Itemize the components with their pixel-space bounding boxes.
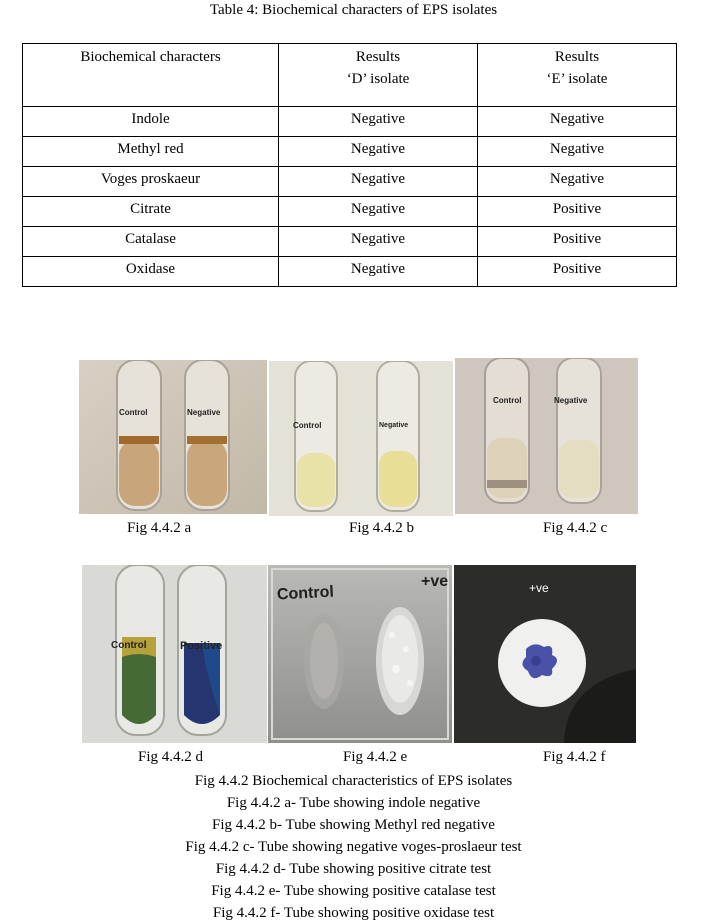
table-title: Table 4: Biochemical characters of EPS isolates: [209, 2, 498, 18]
label-negative: Negative: [554, 396, 588, 405]
label-control: Control: [111, 640, 147, 651]
caption-line: Fig 4.4.2 d- Tube showing positive citrate test: [215, 861, 492, 877]
fig-caption-b: Fig 4.4.2 b: [349, 520, 415, 536]
label-positive: Positive: [180, 640, 223, 652]
label-negative: Negative: [187, 408, 221, 417]
methyl-red-tubes-image: [269, 361, 453, 516]
caption-line: Fig 4.4.2 a- Tube showing indole negative: [226, 795, 481, 811]
caption-line: Fig 4.4.2 e- Tube showing positive catalase test: [211, 883, 496, 899]
cell-d-result: Negative: [279, 227, 478, 257]
label-positive: +ve: [421, 573, 449, 590]
cell-d-result: Negative: [279, 107, 478, 137]
caption-line: Fig 4.4.2 b- Tube showing Methyl red negative: [212, 817, 495, 833]
caption-line: Fig 4.4.2 f- Tube showing positive oxidase test: [212, 905, 495, 921]
photo-oxidase-disc: [454, 565, 636, 743]
table-row: [23, 227, 677, 257]
label-control: Control: [119, 408, 148, 417]
indole-tubes-image: [79, 360, 267, 514]
main-caption: Fig 4.4.2 Biochemical characteristics of EPS isolates: [194, 773, 513, 789]
fig-caption-a: Fig 4.4.2 a: [127, 520, 192, 536]
header-results-d: [279, 44, 478, 107]
cell-test: Indole: [23, 107, 279, 137]
cell-d-result: Negative: [279, 137, 478, 167]
figure-captions: [0, 770, 707, 924]
fig-caption-d: Fig 4.4.2 d: [138, 749, 204, 765]
cell-e-result: Positive: [478, 197, 677, 227]
cell-test: Citrate: [23, 197, 279, 227]
table-row: [23, 197, 677, 227]
table-row: [23, 107, 677, 137]
photo-voges-proskauer-tubes: [455, 358, 638, 514]
header-biochemical-characters: Biochemical characters: [23, 44, 279, 107]
table-row: [23, 167, 677, 197]
header-results-e-line2: ‘E’ isolate: [546, 71, 608, 87]
cell-d-result: Negative: [279, 257, 478, 287]
header-results-e-line1: Results: [554, 49, 600, 65]
voges-proskauer-tubes-image: [455, 358, 638, 514]
cell-test: Methyl red: [23, 137, 279, 167]
fig-caption-c: Fig 4.4.2 c: [543, 520, 608, 536]
fig-caption-e: Fig 4.4.2 e: [343, 749, 408, 765]
photo-citrate-tubes: [82, 565, 267, 743]
fig-caption-f: Fig 4.4.2 f: [543, 749, 606, 765]
cell-test: Catalase: [23, 227, 279, 257]
table-row: [23, 257, 677, 287]
caption-line: Fig 4.4.2 c- Tube showing negative voges-proslaeur test: [185, 839, 522, 855]
table-header-row: [23, 44, 677, 107]
cell-e-result: Positive: [478, 227, 677, 257]
label-control: Control: [493, 396, 522, 405]
cell-d-result: Negative: [279, 197, 478, 227]
citrate-tubes-image: [82, 565, 267, 743]
header-results-d-line2: ‘D’ isolate: [346, 71, 410, 87]
cell-e-result: Negative: [478, 107, 677, 137]
label-negative: Negative: [379, 422, 409, 429]
cell-e-result: Negative: [478, 167, 677, 197]
label-control: Control: [293, 421, 322, 430]
cell-e-result: Positive: [478, 257, 677, 287]
photo-catalase-slide: [268, 565, 452, 743]
cell-e-result: Negative: [478, 137, 677, 167]
header-results-d-line1: Results: [355, 49, 401, 65]
cell-d-result: Negative: [279, 167, 478, 197]
photo-methyl-red-tubes: [269, 361, 453, 516]
table-row: [23, 137, 677, 167]
cell-test: Oxidase: [23, 257, 279, 287]
header-results-e: [478, 44, 677, 107]
cell-test: Voges proskaeur: [23, 167, 279, 197]
biochemical-table: [22, 43, 677, 287]
label-positive: +ve: [529, 581, 549, 595]
label-control: Control: [276, 583, 335, 604]
photo-indole-tubes: [79, 360, 267, 514]
